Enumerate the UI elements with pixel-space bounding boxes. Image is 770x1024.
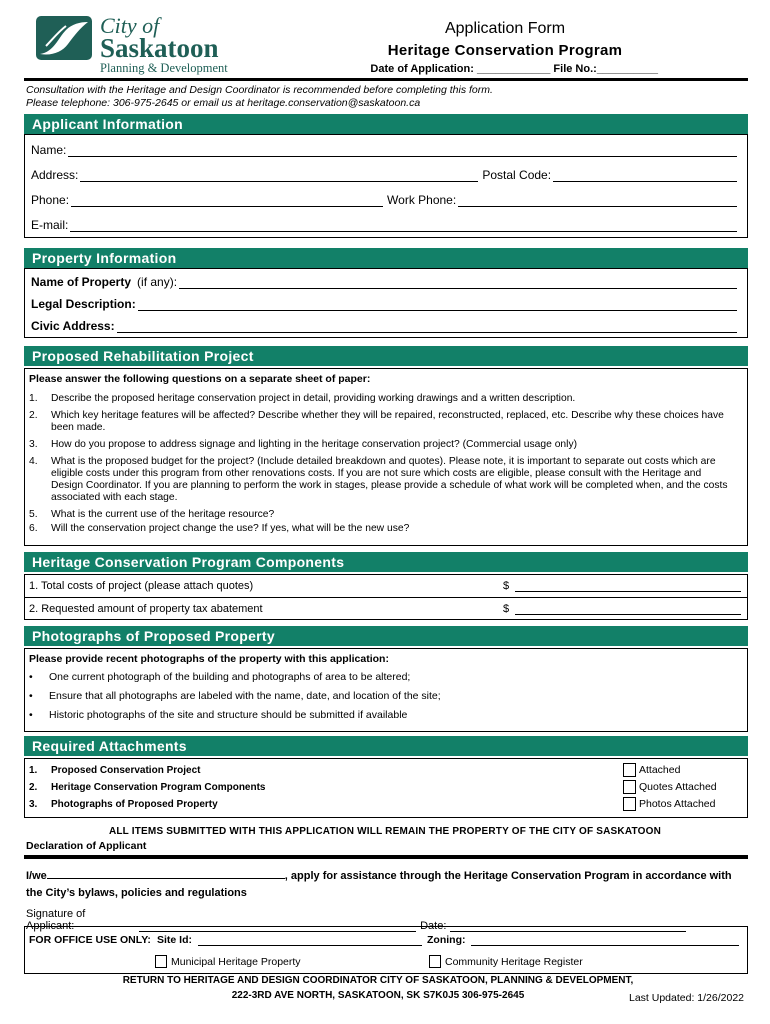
rehab-instruction: Please answer the following questions on a separate sheet of paper: <box>29 373 371 385</box>
question-text: What is the proposed budget for the project? (Include detailed breakdown and quotes). Please note, it is important to separate out costs which are eligible costs under this program from other renovations costs. If you are not sure which costs are eligible, please consult with the Heritage and Design Coordinator. If you are planning to perform the work in stages, please provide a schedule of what work will be completed when, and the costs associated with each stage. <box>51 456 728 503</box>
tax-abatement-row[interactable] <box>25 598 747 620</box>
civic-address-line[interactable] <box>117 321 737 333</box>
logo-dept-text: Planning & Development <box>100 61 228 75</box>
address-line[interactable] <box>80 170 478 182</box>
photos-box <box>24 648 748 732</box>
list-item <box>25 709 737 721</box>
community-register-checkbox[interactable] <box>429 955 583 968</box>
name-label: Name: <box>31 143 67 157</box>
question-number: 5. <box>29 509 38 520</box>
applicant-section-heading: Applicant Information <box>24 114 748 134</box>
civic-address-label: Civic Address: <box>31 319 115 333</box>
question-number: 6. <box>29 523 38 534</box>
address-field[interactable] <box>31 166 741 182</box>
header-divider <box>24 78 748 81</box>
question-number: 1. <box>29 393 38 404</box>
attachment-number: 2. <box>29 782 38 793</box>
tax-abatement-line[interactable] <box>515 604 741 615</box>
phone-field[interactable] <box>31 191 741 207</box>
currency-sign: $ <box>503 603 510 615</box>
legal-description-field[interactable] <box>31 295 741 311</box>
checkbox-label: Community Heritage Register <box>445 955 583 968</box>
components-box <box>24 574 748 620</box>
municipal-heritage-checkbox[interactable] <box>155 955 301 968</box>
photos-section-heading: Photographs of Proposed Property <box>24 626 748 646</box>
name-field[interactable] <box>31 141 741 157</box>
checkbox[interactable] <box>429 955 441 968</box>
total-costs-amount[interactable] <box>503 580 741 592</box>
bullet-icon: • <box>29 671 33 683</box>
attachments-section-heading: Required Attachments <box>24 736 748 756</box>
attachment-label: Proposed Conservation Project <box>51 765 201 776</box>
phone-line[interactable] <box>71 195 383 207</box>
list-item <box>29 439 731 451</box>
phone-label: Phone: <box>31 193 70 207</box>
attachment-number: 3. <box>29 799 38 810</box>
list-item <box>29 523 731 535</box>
zoning-field[interactable] <box>427 934 739 946</box>
return-address-line-2: 222-3RD AVE NORTH, SASKATOON, SK S7K0J5 306-975-2645 <box>231 990 525 1001</box>
question-number: 3. <box>29 439 38 450</box>
checkbox-label: Photos Attached <box>639 798 716 810</box>
civic-address-field[interactable] <box>31 317 741 333</box>
checkbox[interactable] <box>623 780 636 794</box>
attachment-label: Photographs of Proposed Property <box>51 799 218 810</box>
checkbox-label: Attached <box>639 764 681 776</box>
office-use-box <box>24 926 748 974</box>
list-item <box>25 690 737 702</box>
legal-description-line[interactable] <box>138 299 737 311</box>
property-notice: ALL ITEMS SUBMITTED WITH THIS APPLICATION WILL REMAIN THE PROPERTY OF THE CITY OF SASKATOON <box>108 826 662 837</box>
list-item <box>29 393 731 405</box>
currency-sign: $ <box>503 580 510 592</box>
email-field[interactable] <box>31 216 741 232</box>
checkbox-label: Quotes Attached <box>639 781 717 793</box>
list-item <box>29 456 731 504</box>
question-text: How do you propose to address signage and lighting in the heritage conservation project? (Commercial usage only) <box>51 439 578 450</box>
question-number: 4. <box>29 456 38 467</box>
applicant-name-line[interactable] <box>47 868 285 879</box>
iwe-suffix: , apply for assistance through the Heritage Conservation Program in accordance with <box>284 870 732 882</box>
bullet-icon: • <box>29 690 33 702</box>
list-item <box>25 671 737 683</box>
total-costs-line[interactable] <box>515 581 741 592</box>
property-name-suffix: (if any): <box>137 275 178 289</box>
list-item-text: One current photograph of the building and photographs of area to be altered; <box>49 671 411 683</box>
work-phone-line[interactable] <box>458 195 737 207</box>
question-text: What is the current use of the heritage resource? <box>51 509 275 520</box>
postal-code-line[interactable] <box>553 170 737 182</box>
last-updated: Last Updated: 1/26/2022 <box>628 992 744 1004</box>
site-id-label: Site Id: <box>157 934 193 946</box>
attachment-label: Heritage Conservation Program Components <box>51 782 266 793</box>
postal-code-label: Postal Code: <box>482 168 552 182</box>
photos-attached-checkbox[interactable] <box>623 797 715 811</box>
iwe-prefix: I/we <box>26 870 47 882</box>
tax-abatement-amount[interactable] <box>503 603 741 615</box>
checkbox[interactable] <box>623 763 636 777</box>
site-id-line[interactable] <box>198 935 422 946</box>
property-name-field[interactable] <box>31 273 741 289</box>
application-date-file-no[interactable]: Date of Application: ____________ File No.:__________ <box>370 63 658 75</box>
checkbox[interactable] <box>623 797 636 811</box>
property-section-heading: Property Information <box>24 248 748 268</box>
office-use-label: FOR OFFICE USE ONLY: <box>29 934 151 946</box>
list-item <box>29 799 218 810</box>
zoning-label: Zoning: <box>427 934 466 946</box>
program-title: Heritage Conservation Program <box>387 42 623 59</box>
list-item-text: Ensure that all photographs are labeled with the name, date, and location of the site; <box>49 690 441 702</box>
list-item-text: Historic photographs of the site and structure should be submitted if available <box>49 709 408 721</box>
site-id-field[interactable] <box>157 934 422 946</box>
checkbox-label: Municipal Heritage Property <box>171 955 301 968</box>
rehab-section-heading: Proposed Rehabilitation Project <box>24 346 748 366</box>
rehab-box <box>24 368 748 546</box>
property-name-line[interactable] <box>179 277 737 289</box>
question-number: 2. <box>29 410 38 421</box>
question-text: Which key heritage features will be affected? Describe whether they will be repaired, reconstructed, replaced, etc. Describe why these choices have been made. <box>51 410 724 433</box>
email-line[interactable] <box>70 220 737 232</box>
quotes-attached-checkbox[interactable] <box>623 780 717 794</box>
logo-name-text: Saskatoon <box>100 33 219 63</box>
photos-list <box>25 671 737 728</box>
signature-label: Signature of Applicant: <box>26 908 86 932</box>
consultation-line-2: Please telephone: 306-975-2645 or email us at heritage.conservation@saskatoon.ca <box>26 97 421 109</box>
legal-description-label: Legal Description: <box>31 297 136 311</box>
consultation-line-1: Consultation with the Heritage and Design Coordinator is recommended before completing this form. <box>26 84 493 96</box>
components-section-heading: Heritage Conservation Program Components <box>24 552 748 572</box>
list-item <box>29 509 731 521</box>
attached-checkbox[interactable] <box>623 763 680 777</box>
work-phone-label: Work Phone: <box>387 193 457 207</box>
property-box <box>24 268 748 338</box>
question-text: Will the conservation project change the use? If yes, what will be the new use? <box>51 523 410 534</box>
tax-abatement-label: 2. Requested amount of property tax abatement <box>29 603 263 615</box>
rehab-question-list <box>29 393 731 540</box>
attachments-box <box>24 758 748 818</box>
declaration-divider <box>24 855 748 859</box>
total-costs-label: 1. Total costs of project (please attach quotes) <box>29 580 254 592</box>
form-title: Application Form <box>444 20 566 37</box>
logo-city-text: City of <box>100 13 160 38</box>
list-item <box>29 765 200 776</box>
attachment-number: 1. <box>29 765 38 776</box>
checkbox[interactable] <box>155 955 167 968</box>
applicant-box <box>24 134 748 238</box>
address-label: Address: <box>31 168 79 182</box>
photos-instruction: Please provide recent photographs of the property with this application: <box>29 653 389 665</box>
question-text: Describe the proposed heritage conservation project in detail, providing working drawings and a written description. <box>51 393 576 404</box>
declaration-heading: Declaration of Applicant <box>26 840 147 852</box>
property-name-label: Name of Property <box>31 275 132 289</box>
list-item <box>29 782 265 793</box>
email-label: E-mail: <box>31 218 69 232</box>
consultation-note <box>26 84 493 110</box>
zoning-line[interactable] <box>471 935 739 946</box>
page-header <box>0 0 770 82</box>
return-address-line-1: RETURN TO HERITAGE AND DESIGN COORDINATOR CITY OF SASKATOON, PLANNING & DEVELOPMENT, <box>122 975 634 986</box>
declaration-statement <box>26 868 746 902</box>
name-line[interactable] <box>68 145 737 157</box>
iwe-line-2: the City’s bylaws, policies and regulations <box>26 887 247 899</box>
date-label: Date: <box>420 920 447 932</box>
bullet-icon: • <box>29 709 33 721</box>
total-costs-row[interactable] <box>25 575 747 597</box>
list-item <box>29 410 731 434</box>
